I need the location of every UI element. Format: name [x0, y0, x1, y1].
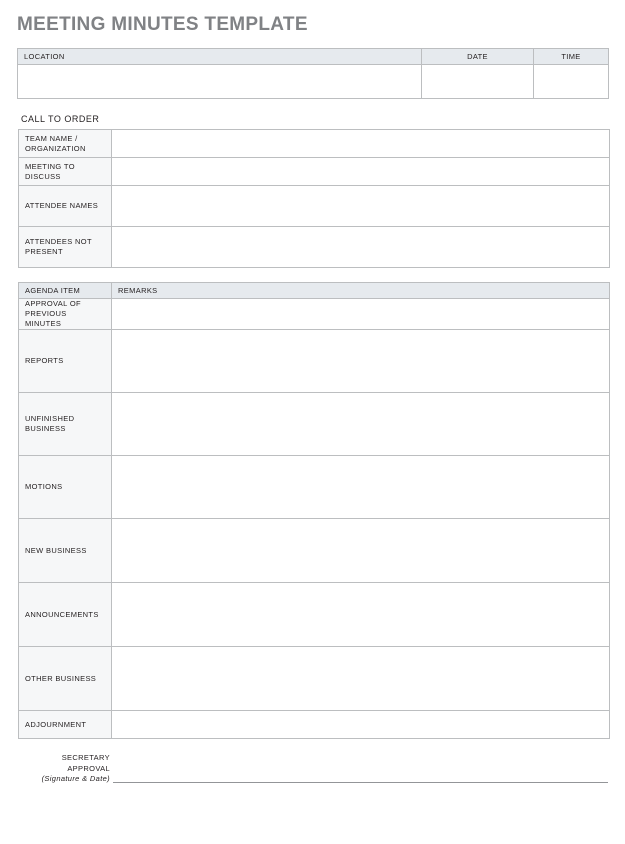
agenda-item-reports: REPORTS: [19, 330, 112, 393]
secretary-approval-label: [18, 753, 113, 785]
row-label-attendees-not-present: ATTENDEES NOT PRESENT: [19, 227, 112, 268]
table-header-row: [19, 283, 610, 299]
secretary-approval-hint: (Signature & Date): [41, 774, 110, 783]
table-header-row: [18, 49, 609, 65]
agenda-item-unfinished-business: UNFINISHED BUSINESS: [19, 393, 112, 456]
table-row: [19, 583, 610, 647]
agenda-remarks-new-business[interactable]: [112, 519, 610, 583]
secretary-approval-block: [18, 753, 608, 785]
table-row: [19, 227, 610, 268]
secretary-approval-line-2: APPROVAL: [67, 763, 110, 773]
call-to-order-table: [18, 129, 610, 268]
agenda-remarks-approval-of-previous-minutes[interactable]: [112, 299, 610, 330]
row-value-team-name-organization[interactable]: [112, 130, 610, 158]
page-title: MEETING MINUTES TEMPLATE: [17, 14, 308, 35]
table-row: [19, 393, 610, 456]
column-header-remarks: REMARKS: [112, 283, 610, 299]
agenda-item-motions: MOTIONS: [19, 456, 112, 519]
time-field[interactable]: [534, 65, 609, 99]
table-row: [19, 647, 610, 711]
secretary-approval-line-1: SECRETARY: [61, 753, 110, 762]
table-row: [19, 330, 610, 393]
location-field[interactable]: [18, 65, 422, 99]
column-header-date: DATE: [422, 49, 534, 65]
agenda-remarks-unfinished-business[interactable]: [112, 393, 610, 456]
column-header-location: LOCATION: [18, 49, 422, 65]
column-header-time: TIME: [534, 49, 609, 65]
row-value-attendees-not-present[interactable]: [112, 227, 610, 268]
signature-input-line[interactable]: [113, 781, 608, 783]
location-date-time-table: [17, 48, 609, 99]
column-header-agenda-item: AGENDA ITEM: [19, 283, 112, 299]
agenda-table: [18, 282, 610, 739]
agenda-remarks-announcements[interactable]: [112, 583, 610, 647]
agenda-remarks-adjournment[interactable]: [112, 711, 610, 739]
table-row: [19, 299, 610, 330]
row-label-attendee-names: ATTENDEE NAMES: [19, 186, 112, 227]
agenda-item-approval-of-previous-minutes: APPROVAL OF PREVIOUS MINUTES: [19, 299, 112, 330]
agenda-remarks-other-business[interactable]: [112, 647, 610, 711]
table-row: [19, 519, 610, 583]
date-field[interactable]: [422, 65, 534, 99]
table-row: [19, 186, 610, 227]
agenda-item-other-business: OTHER BUSINESS: [19, 647, 112, 711]
agenda-item-new-business: NEW BUSINESS: [19, 519, 112, 583]
row-label-meeting-to-discuss: MEETING TO DISCUSS: [19, 158, 112, 186]
table-row: [19, 130, 610, 158]
row-value-meeting-to-discuss[interactable]: [112, 158, 610, 186]
row-value-attendee-names[interactable]: [112, 186, 610, 227]
table-row: [19, 711, 610, 739]
agenda-remarks-reports[interactable]: [112, 330, 610, 393]
section-heading-call-to-order: CALL TO ORDER: [21, 114, 100, 124]
table-row: [18, 65, 609, 99]
agenda-item-adjournment: ADJOURNMENT: [19, 711, 112, 739]
agenda-item-announcements: ANNOUNCEMENTS: [19, 583, 112, 647]
table-row: [19, 456, 610, 519]
table-row: [19, 158, 610, 186]
row-label-team-name-organization: TEAM NAME / ORGANIZATION: [19, 130, 112, 158]
agenda-remarks-motions[interactable]: [112, 456, 610, 519]
